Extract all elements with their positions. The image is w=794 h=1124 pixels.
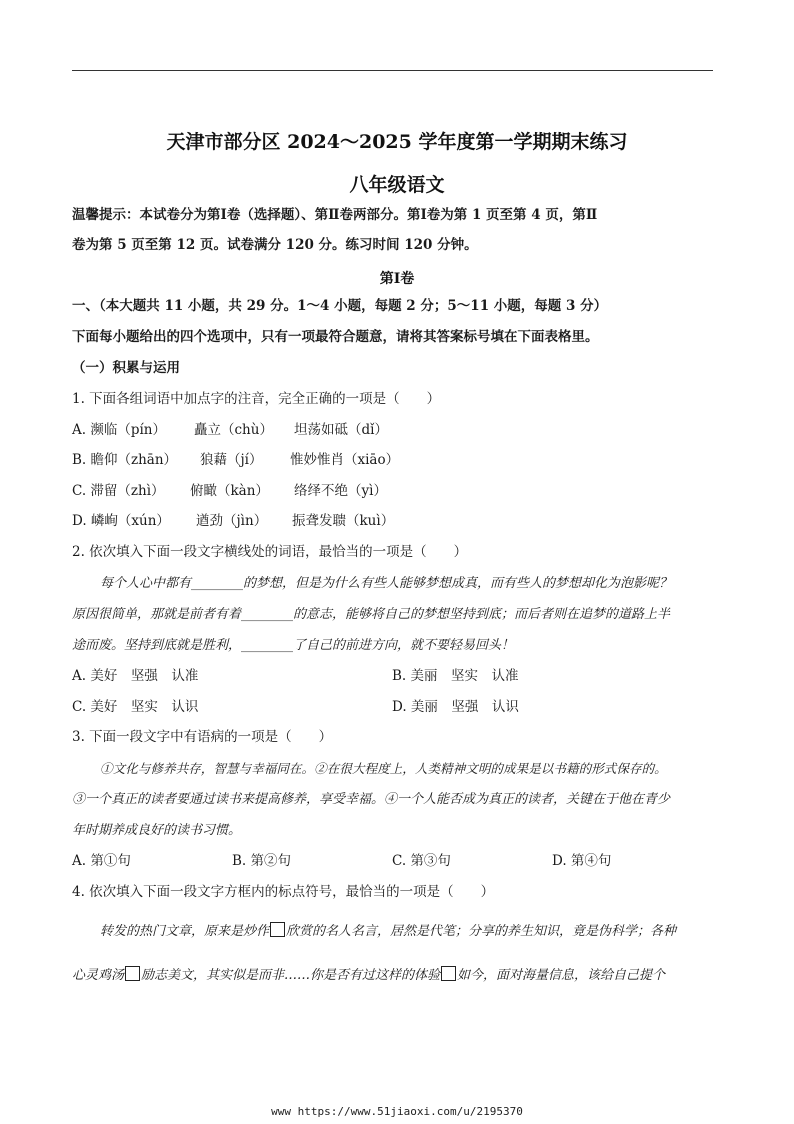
q1-stem: 1. 下面各组词语中加点字的注音，完全正确的一项是（ ） (72, 391, 441, 407)
q1-option-c-word3: 络绎不绝（yì） (294, 483, 387, 499)
notice-line-2: 卷为第 5 页至第 12 页。试卷满分 120 分。练习时间 120 分钟。 (72, 237, 478, 253)
page-title: 天津市部分区 2024～2025 学年度第一学期期末练习 (166, 131, 628, 153)
q1-option-d-word2: 遒劲（jìn） (196, 513, 268, 529)
q3-option-a: A. 第①句 (72, 853, 131, 869)
q3-passage-line-2: ③一个真正的读者要通过读书来提高修养，享受幸福。④一个人能否成为真正的读者，关键在于他在青少 (72, 792, 671, 807)
notice-line-1: 温馨提示：本试卷分为第Ⅰ卷（选择题）、第Ⅱ卷两部分。第Ⅰ卷为第 1 页至第 4 页，第Ⅱ (72, 207, 598, 223)
punctuation-blank-box-1 (270, 922, 285, 937)
page-subtitle: 八年级语文 (349, 174, 445, 196)
q2-passage-line-1: 每个人心中都有________的梦想，但是为什么有些人能够梦想成真，而有些人的梦想却化为泡影呢？ (100, 576, 673, 591)
q1-option-d-word3: 振聋发聩（kuì） (292, 513, 395, 529)
footer-watermark-link[interactable]: www https://www.51jiaoxi.com/u/2195370 (271, 1105, 523, 1118)
q1-option-a-word3: 坦荡如砥（dǐ） (294, 422, 388, 438)
punctuation-blank-box-3 (441, 966, 456, 981)
q4-text-1a: 转发的热门文章，原来是炒作 (100, 924, 270, 939)
q4-stem: 4. 依次填入下面一段文字方框内的标点符号，最恰当的一项是（ ） (72, 884, 495, 900)
q2-option-d: D. 美丽 坚强 认识 (392, 699, 519, 715)
q4-text-1b: 欣赏的名人名言，居然是代笔；分享的养生知识，竟是伪科学；各种 (286, 924, 677, 939)
q1-option-c-word1: C. 滞留（zhì） (72, 483, 165, 499)
q1-option-a-word2: 矗立（chù） (194, 422, 273, 438)
part-title: 一、（本大题共 11 小题，共 29 分。1～4 小题，每题 2 分；5～11 小题，每题 3 分） (72, 298, 608, 314)
q3-option-b: B. 第②句 (232, 853, 292, 869)
q4-text-2b: 励志美文，其实似是而非……你是否有过这样的体验 (141, 968, 441, 983)
q3-stem: 3. 下面一段文字中有语病的一项是（ ） (72, 729, 333, 745)
q2-passage-line-2: 原因很简单，那就是前者有着________的意志，能够将自己的梦想坚持到底；而后者则在追梦的道路上半 (72, 607, 671, 622)
q3-passage-line-1: ①文化与修养共存，智慧与幸福同在。②在很大程度上，人类精神文明的成果是以书籍的形式保存的。 (100, 761, 667, 776)
q1-option-b-word3: 惟妙惟肖（xiāo） (290, 452, 400, 468)
q1-option-d-word1: D. 嶙峋（xún） (72, 513, 170, 529)
q2-option-b: B. 美丽 坚实 认准 (392, 668, 519, 684)
q3-option-c: C. 第③句 (392, 853, 451, 869)
q1-option-b-word2: 狼藉（jí） (200, 452, 263, 468)
punctuation-blank-box-2 (125, 966, 140, 981)
q1-option-a-word1: A. 濒临（pín） (72, 422, 166, 438)
q1-option-c-word2: 俯瞰（kàn） (190, 483, 269, 499)
volume-heading: 第Ⅰ卷 (379, 271, 415, 287)
instruction-text: 下面每小题给出的四个选项中，只有一项最符合题意，请将其答案标号填在下面表格里。 (72, 329, 599, 345)
q4-text-2c: 如今，面对海量信息，该给自己提个 (457, 968, 666, 983)
top-rule (72, 70, 713, 71)
q3-passage-line-3: 年时期养成良好的读书习惯。 (72, 823, 242, 838)
q2-stem: 2. 依次填入下面一段文字横线处的词语，最恰当的一项是（ ） (72, 544, 468, 560)
q4-passage-line-2 (72, 966, 665, 984)
q2-option-c: C. 美好 坚实 认识 (72, 699, 199, 715)
q2-option-a: A. 美好 坚强 认准 (72, 668, 199, 684)
q4-text-2a: 心灵鸡汤 (72, 968, 125, 983)
q3-option-d: D. 第④句 (552, 853, 612, 869)
subsection-heading: （一）积累与运用 (72, 360, 180, 376)
q4-passage-line-1 (100, 922, 676, 940)
q1-option-b-word1: B. 瞻仰（zhān） (72, 452, 178, 468)
q2-passage-line-3: 途而废。坚持到底就是胜利，________了自己的前进方向，就不要轻易回头！ (72, 638, 515, 653)
